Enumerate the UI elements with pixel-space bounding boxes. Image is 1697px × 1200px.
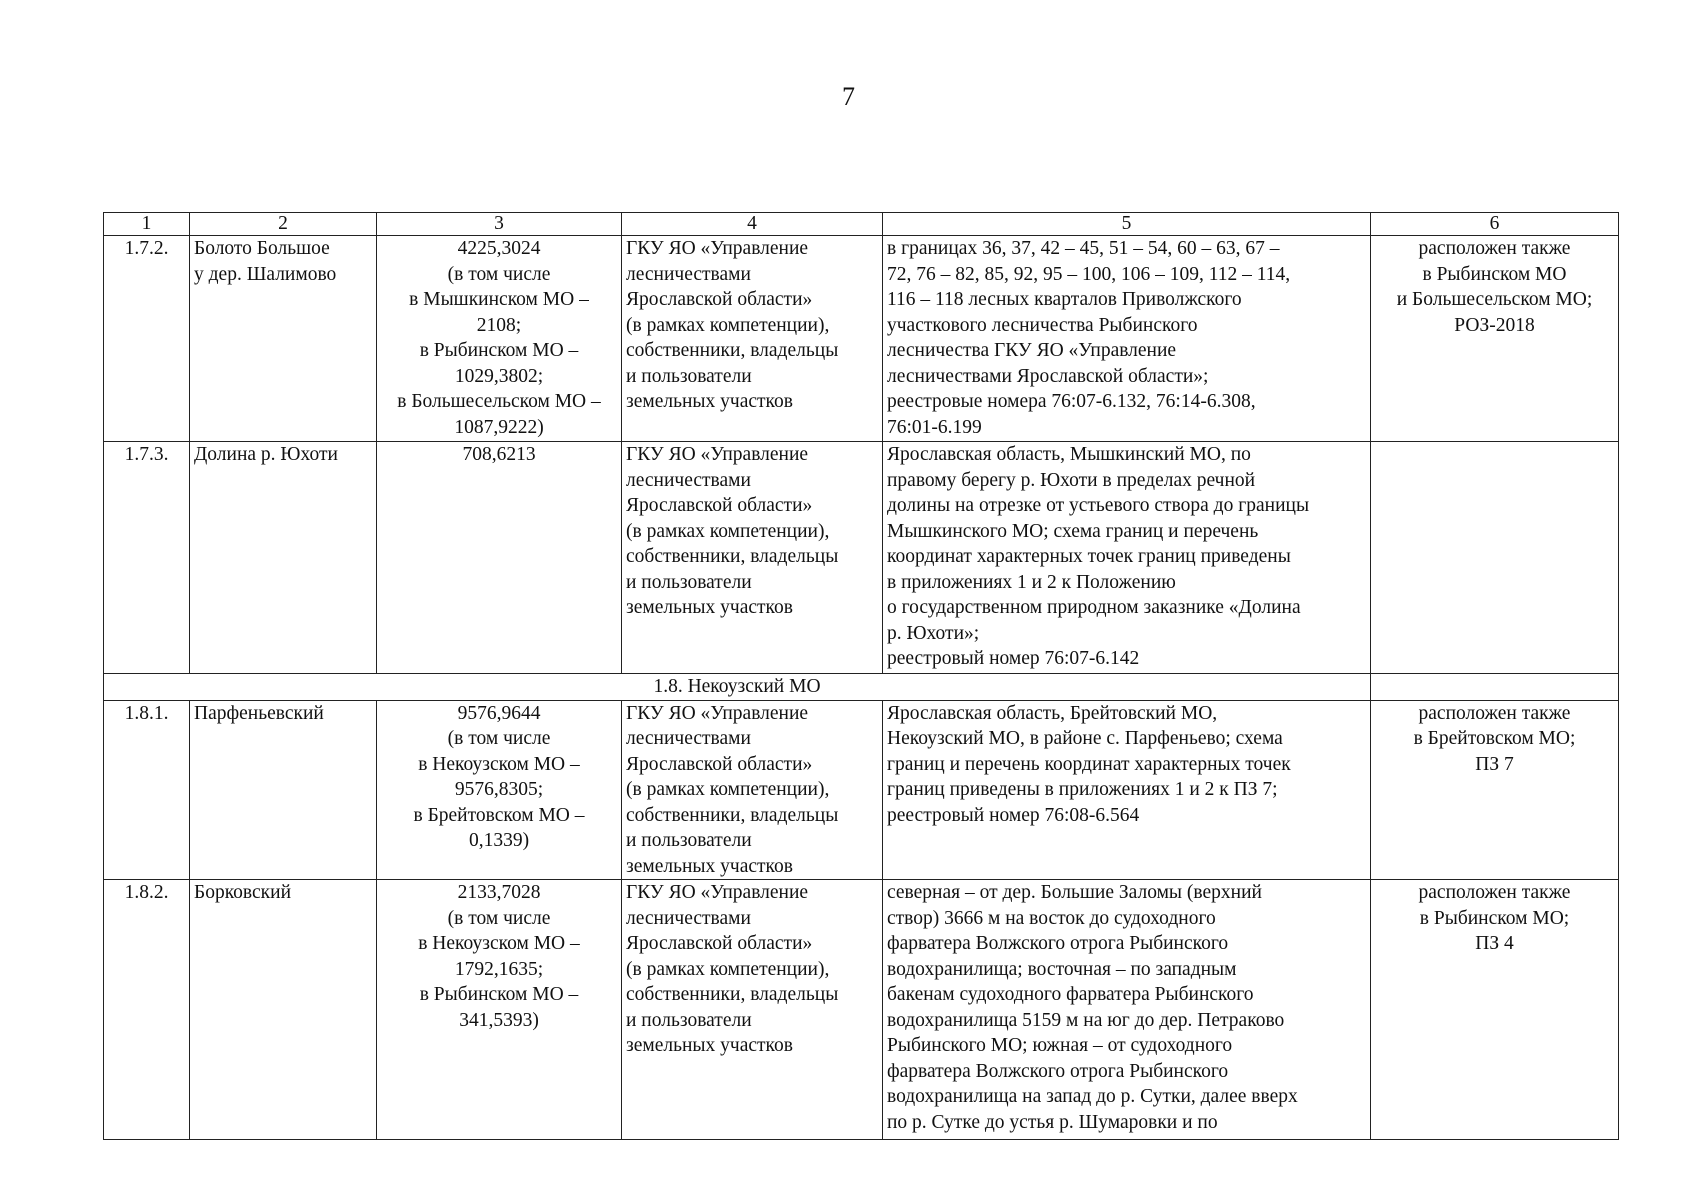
row-number: 1.7.2. — [104, 236, 190, 442]
note: расположен также в Рыбинском МО и Большесельском МО; РОЗ-2018 — [1371, 236, 1619, 442]
section-title: 1.8. Некоузский МО — [104, 674, 1371, 701]
area-size: 708,6213 — [377, 442, 622, 674]
note: расположен также в Брейтовском МО; ПЗ 7 — [1371, 700, 1619, 880]
col-header-5: 5 — [883, 213, 1371, 236]
location-description: в границах 36, 37, 42 – 45, 51 – 54, 60 – 63, 67 – 72, 76 – 82, 85, 92, 95 – 100, 106 – 109, 112 – 114, 116 – 118 лесных кварталов Приволжского участкового лесничества Рыбинского лесничества ГКУ ЯО «Управление лесничествами Ярославской области»; реестровые номера 76:07-6.132, 76:14-6.308, 76:01-6.199 — [883, 236, 1371, 442]
table-row — [104, 236, 1619, 442]
note — [1371, 442, 1619, 674]
col-header-6: 6 — [1371, 213, 1619, 236]
column-number-row — [104, 213, 1619, 236]
location-description: северная – от дер. Большие Заломы (верхний створ) 3666 м на восток до судоходного фарватера Волжского отрога Рыбинского водохранилища; восточная – по западным бакенам судоходного фарватера Рыбинского водохранилища 5159 м на юг до дер. Петраково Рыбинского МО; южная – от судоходного фарватера Волжского отрога Рыбинского водохранилища на запад до р. Сутки, далее вверх по р. Сутке до устья р. Шумаровки и по — [883, 880, 1371, 1140]
responsible-org: ГКУ ЯО «Управление лесничествами Ярославской области» (в рамках компетенции), собственники, владельцы и пользователи земельных участков — [622, 700, 883, 880]
location-description: Ярославская область, Брейтовский МО, Некоузский МО, в районе с. Парфеньево; схема границ и перечень координат характерных точек границ приведены в приложениях 1 и 2 к ПЗ 7; реестровый номер 76:08-6.564 — [883, 700, 1371, 880]
col-header-3: 3 — [377, 213, 622, 236]
col-header-4: 4 — [622, 213, 883, 236]
table-row — [104, 442, 1619, 674]
area-name: Борковский — [190, 880, 377, 1140]
responsible-org: ГКУ ЯО «Управление лесничествами Ярославской области» (в рамках компетенции), собственники, владельцы и пользователи земельных участков — [622, 880, 883, 1140]
row-number: 1.7.3. — [104, 442, 190, 674]
area-name: Долина р. Юхоти — [190, 442, 377, 674]
row-number: 1.8.1. — [104, 700, 190, 880]
col-header-2: 2 — [190, 213, 377, 236]
row-number: 1.8.2. — [104, 880, 190, 1140]
page-number: 7 — [842, 82, 855, 111]
area-size: 2133,7028 (в том числе в Некоузском МО – 1792,1635; в Рыбинском МО – 341,5393) — [377, 880, 622, 1140]
area-size: 9576,9644 (в том числе в Некоузском МО – 9576,8305; в Брейтовском МО – 0,1339) — [377, 700, 622, 880]
section-row — [104, 674, 1619, 701]
note: расположен также в Рыбинском МО; ПЗ 4 — [1371, 880, 1619, 1140]
table-row — [104, 880, 1619, 1140]
responsible-org: ГКУ ЯО «Управление лесничествами Ярославской области» (в рамках компетенции), собственники, владельцы и пользователи земельных участков — [622, 442, 883, 674]
responsible-org: ГКУ ЯО «Управление лесничествами Ярославской области» (в рамках компетенции), собственники, владельцы и пользователи земельных участков — [622, 236, 883, 442]
col-header-1: 1 — [104, 213, 190, 236]
protected-areas-table — [103, 212, 1619, 1140]
area-name: Парфеньевский — [190, 700, 377, 880]
location-description: Ярославская область, Мышкинский МО, по правому берегу р. Юхоти в пределах речной долины на отрезке от устьевого створа до границы Мышкинского МО; схема границ и перечень координат характерных точек границ приведены в приложениях 1 и 2 к Положению о государственном природном заказнике «Долина р. Юхоти»; реестровый номер 76:07-6.142 — [883, 442, 1371, 674]
table-row — [104, 700, 1619, 880]
area-name: Болото Большое у дер. Шалимово — [190, 236, 377, 442]
area-size: 4225,3024 (в том числе в Мышкинском МО – 2108; в Рыбинском МО – 1029,3802; в Большесельском МО – 1087,9222) — [377, 236, 622, 442]
section-empty-cell — [1371, 674, 1619, 701]
